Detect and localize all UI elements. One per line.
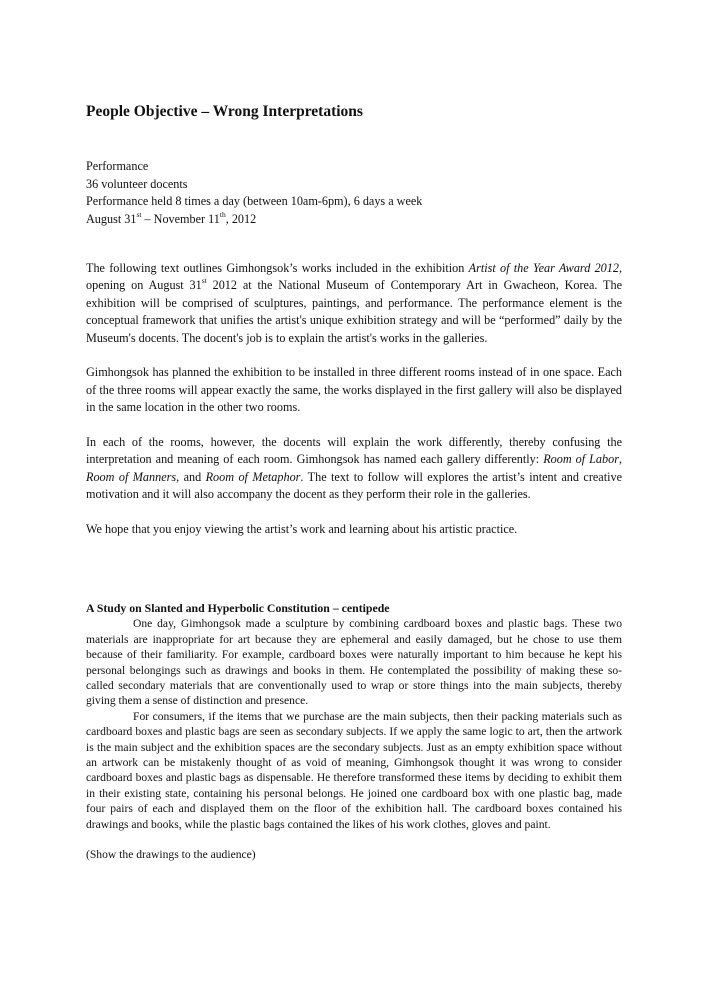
room-of-metaphor: Room of Metaphor [205, 469, 301, 484]
room-of-labor: Room of Labor [543, 452, 619, 467]
document-title: People Objective – Wrong Interpretations [86, 103, 363, 120]
study-paragraph-1: One day, Gimhongsok made a sculpture by combining cardboard boxes and plastic bags. These two materials are inappropriate for art because they are ephemeral and easily damaged, but he chose to use them because of their familiarity. For example, cardboard boxes were naturally important to him because he kept his personal belongings such as drawings and books in them. He contemplated the possibility of making these so-called secondary materials that are conventionally used to wrap or store things into the main subjects, thereby giving them a sense of distinction and presence. [86, 617, 622, 708]
performance-details [86, 158, 622, 228]
study-paragraph-2: For consumers, if the items that we purchase are the main subjects, then their packing materials such as cardboard boxes and plastic bags are seen as secondary subjects. If we apply the same logic to art, then the artwork is the main subject and the exhibition spaces are the secondary subjects. Just as an empty exhibition space without an artwork can be mistakenly thought of as void of meaning, Gimhongsok thought it was wrong to consider cardboard boxes and plastic bags as dispensable. He therefore transformed these items by deciding to exhibit them in their existing state, containing his personal belongs. He joined one cardboard box with one plastic bag, made four pairs of each and displayed them on the floor of the exhibition hall. The cardboard boxes contained his drawings and books, while the plastic bags contained the likes of his work clothes, gloves and paint. [86, 709, 622, 831]
intro-paragraph-1: The following text outlines Gimhongsok’s works included in the exhibition Artist of the Year Award 2012, opening on August 31st 2012 at the National Museum of Contemporary Art in Gwacheon, Korea. The exhibition will be comprised of sculptures, paintings, and performance. The performance element is the conceptual framework that unifies the artist's unique exhibition strategy and will be “performed” daily by the Museum's docents. The docent's job is to explain the artist's works in the galleries. [86, 261, 622, 345]
docent-count: 36 volunteer docents [86, 176, 188, 191]
study-section [86, 601, 622, 863]
stage-direction-note: (Show the drawings to the audience) [86, 848, 256, 862]
intro-paragraph-2: Gimhongsok has planned the exhibition to be installed in three different rooms instead of in one space. Each of the three rooms will appear exactly the same, the works displayed in the first gallery will also be displayed in the same location in the other two rooms. [86, 365, 622, 415]
performance-schedule: Performance held 8 times a day (between 10am-6pm), 6 days a week [86, 194, 423, 209]
introduction [86, 260, 622, 556]
intro-paragraph-4: We hope that you enjoy viewing the artist’s work and learning about his artistic practice. [86, 522, 518, 537]
performance-type: Performance [86, 159, 149, 173]
study-heading: A Study on Slanted and Hyperbolic Constitution – centipede [86, 601, 390, 615]
intro-paragraph-3: In each of the rooms, however, the docents will explain the work differently, thereby confusing the interpretation and meaning of each room. Gimhongsok has named each gallery differently: Room of Labor, Room of Manners, and Room of Metaphor. The text to follow will explores the artist’s intent and creative motivation and it will also accompany the docent as they perform their role in the galleries. [86, 435, 622, 502]
room-of-manners: Room of Manners [86, 469, 177, 484]
exhibition-title: Artist of the Year Award 2012, [468, 261, 622, 275]
performance-dates: August 31st – November 11th, 2012 [86, 209, 257, 226]
